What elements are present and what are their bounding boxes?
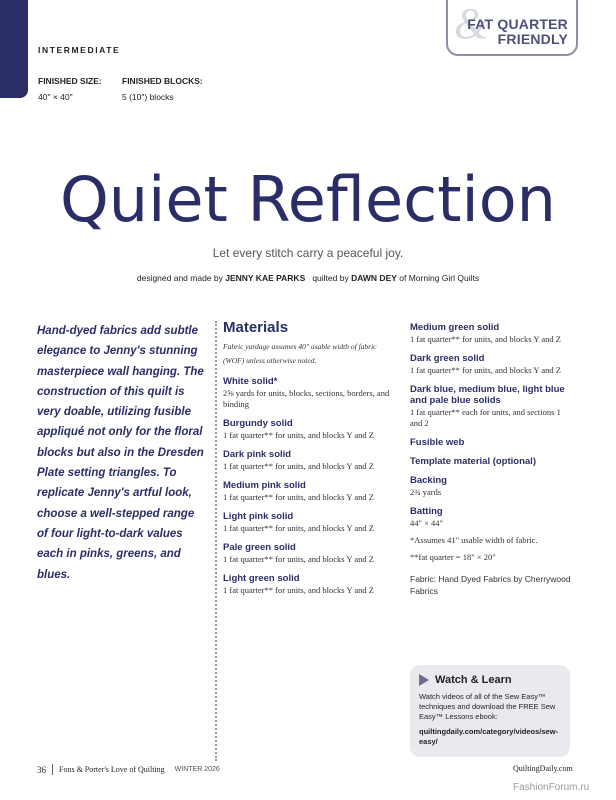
fat-quarter-friendly-badge [446, 0, 578, 56]
material-desc: 1 fat quarter** for units, and blocks Y and Z [223, 430, 374, 440]
material-desc: 1 fat quarter** for units, and blocks Y and Z [223, 492, 374, 502]
material-desc: 2¾ yards [410, 487, 442, 497]
finished-size-value: 40" × 40" [38, 92, 73, 102]
pattern-subtitle: Let every stitch carry a peaceful joy. [212, 246, 404, 260]
material-name: Medium pink solid [223, 480, 306, 491]
watch-learn-title: Watch & Learn [435, 674, 512, 686]
material-item [223, 573, 391, 596]
material-item [223, 376, 391, 410]
materials-column-2 [410, 322, 575, 597]
finished-blocks [122, 73, 203, 105]
yardage-note: Fabric yardage assumes 40" usable width of fabric (WOF) unless otherwise noted. [223, 342, 377, 365]
material-item [410, 506, 575, 529]
page-number: 36 [37, 764, 46, 775]
material-item [410, 384, 575, 429]
material-item [410, 322, 575, 345]
material-desc: 1 fat quarter** for units, and blocks Y and Z [410, 334, 561, 344]
material-name: Light green solid [223, 573, 300, 584]
material-desc: 1 fat quarter** for units, and blocks Y and Z [223, 461, 374, 471]
material-name: Dark green solid [410, 353, 485, 364]
footnote-width: *Assumes 41" usable width of fabric. [410, 535, 538, 545]
finished-size-label: FINISHED SIZE: [38, 76, 102, 86]
finished-size [38, 73, 102, 105]
material-name: Dark pink solid [223, 449, 292, 460]
material-name: Burgundy solid [223, 418, 293, 429]
material-name: Light pink solid [223, 511, 294, 522]
materials-heading: Materials [223, 319, 289, 336]
material-desc: 1 fat quarter** for units, and blocks Y and Z [223, 585, 374, 595]
footnote-fat-quarter: **fat quarter = 18" × 20" [410, 552, 496, 562]
skill-level: INTERMEDIATE [38, 45, 121, 55]
material-name: Pale green solid [223, 542, 296, 553]
quilter-suffix: of Morning Girl Quilts [399, 273, 480, 283]
column-divider [215, 321, 217, 761]
footer-divider [52, 764, 53, 775]
material-item [223, 511, 391, 534]
quilted-prefix: quilted by [312, 273, 349, 283]
section-tab [0, 0, 28, 98]
designed-prefix: designed and made by [136, 273, 223, 283]
material-item [223, 542, 391, 565]
material-name: Backing [410, 475, 447, 486]
pattern-title: Quiet Reflection [60, 163, 556, 236]
page-footer [37, 764, 220, 775]
material-name: Medium green solid [410, 322, 500, 333]
credits [0, 273, 616, 283]
material-name: Fusible web [410, 437, 465, 448]
finished-blocks-label: FINISHED BLOCKS: [122, 76, 203, 86]
play-icon [419, 674, 429, 686]
material-name: White solid* [223, 376, 278, 387]
badge-line-2: FRIENDLY [497, 31, 568, 47]
material-item [410, 437, 575, 448]
material-desc: 1 fat quarter** for units, and blocks Y and Z [223, 523, 374, 533]
fabric-credit: Fabric: Hand Dyed Fabrics by Cherrywood Fabrics [410, 574, 571, 596]
material-name: Template material (optional) [410, 456, 536, 467]
material-item [223, 449, 391, 472]
materials-column-1 [223, 319, 391, 596]
material-item [223, 480, 391, 503]
designer-name: JENNY KAE PARKS [225, 273, 306, 283]
intro-text: Hand-dyed fabrics add subtle elegance to Jenny's stunning masterpiece wall hanging. The construction of this quilt is very doable, utilizing fusible appliqué not only for the floral blocks but also in the Dresden Plate setting triangles. To replicate Jenny's artful look, choose a well-stepped range of four light-to-dark values each in pinks, greens, and blues. [37, 325, 204, 581]
material-name: Dark blue, medium blue, light blue and pale blue solids [410, 384, 565, 406]
material-desc: 2⅝ yards for units, blocks, sections, borders, and binding [223, 388, 390, 409]
material-name: Batting [410, 506, 443, 517]
issue-date: WINTER 2026 [174, 766, 220, 773]
material-desc: 1 fat quarter** for units, and blocks Y and Z [410, 365, 561, 375]
quilter-name: DAWN DEY [351, 273, 397, 283]
badge-line-1: FAT QUARTER [467, 16, 568, 32]
watch-learn-body: Watch videos of all of the Sew Easy™ techniques and download the FREE Sew Easy™ Lessons ebook: [419, 692, 556, 721]
publication-name: Fons & Porter's Love of Quilting [59, 765, 165, 774]
material-desc: 1 fat quarter** for units, and blocks Y and Z [223, 554, 374, 564]
watermark: FashionForum.ru [513, 782, 590, 793]
material-desc: 44" × 44" [410, 518, 443, 528]
material-item [410, 475, 575, 498]
watch-learn-link[interactable]: quiltingdaily.com/category/videos/sew-easy/ [419, 727, 559, 746]
material-desc: 1 fat quarter** each for units, and sections 1 and 2 [410, 407, 561, 428]
material-item [410, 456, 575, 467]
website: QuiltingDaily.com [513, 764, 573, 773]
material-item [410, 353, 575, 376]
ampersand-mark: & [454, 0, 489, 48]
watch-learn-box [410, 665, 570, 757]
material-item [223, 418, 391, 441]
finished-blocks-value: 5 (10") blocks [122, 92, 174, 102]
